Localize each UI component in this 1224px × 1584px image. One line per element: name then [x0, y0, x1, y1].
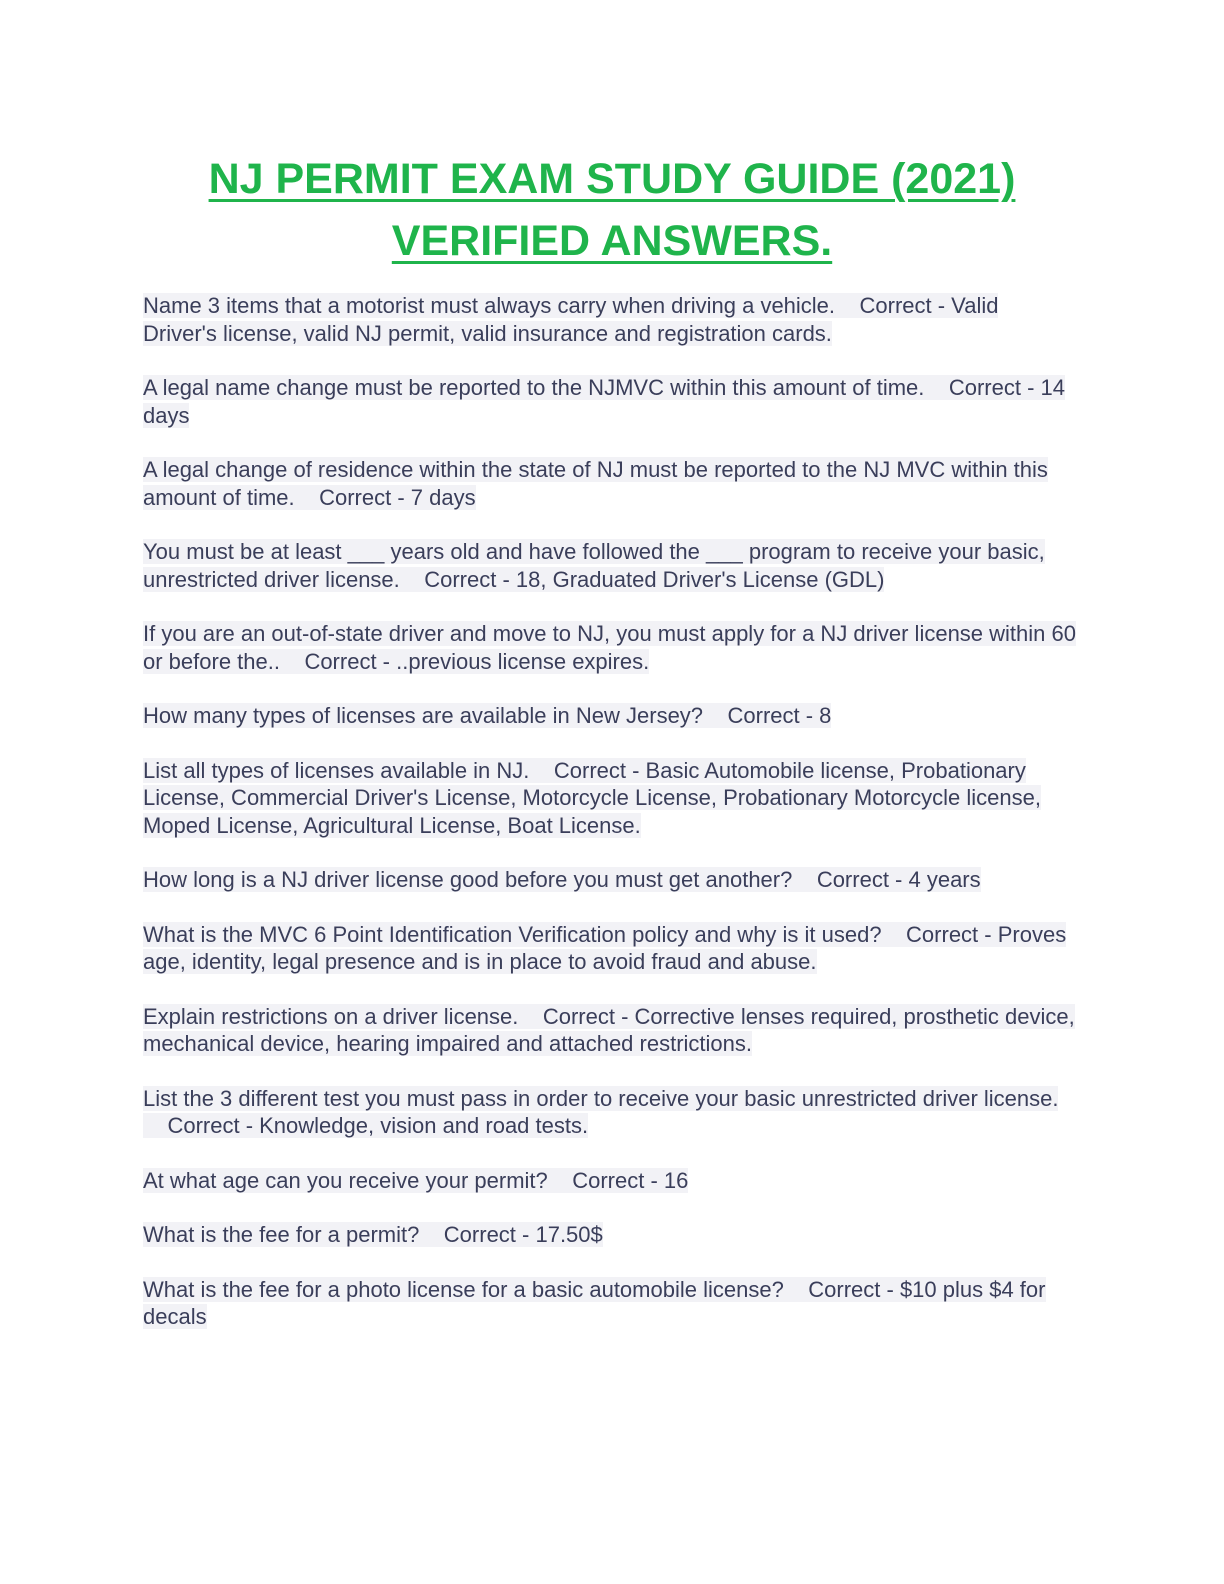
- qa-item: [143, 456, 1078, 511]
- question-text: You must be at least ___ years old and have followed the ___ program to receive your basic, unrestricted driver license.: [143, 539, 1045, 592]
- question-text: How many types of licenses are available in New Jersey?: [143, 703, 704, 728]
- question-text: List the 3 different test you must pass in order to receive your basic unrestricted driver license.: [143, 1085, 1059, 1111]
- answer-text: Correct - Corrective lenses required, prosthetic device, mechanical device, hearing impaired and attached restrictions.: [143, 1003, 1075, 1056]
- question-text: A legal name change must be reported to the NJMVC within this amount of time.: [143, 375, 925, 400]
- question-text: A legal change of residence within the state of NJ must be reported to the NJ MVC within this amount of time.: [143, 457, 1048, 510]
- question-text: At what age can you receive your permit?: [143, 1167, 548, 1193]
- answer-text: Correct - 14 days: [143, 375, 1066, 428]
- answer-text: Correct - 7 days: [319, 484, 476, 510]
- qa-item: [143, 1167, 1078, 1195]
- answer-text: Correct - 16: [572, 1167, 689, 1193]
- qa-item: [143, 1003, 1078, 1058]
- page-title: [0, 148, 1224, 272]
- question-text: If you are an out-of-state driver and move to NJ, you must apply for a NJ driver license within 60 or before the..: [143, 621, 1076, 674]
- question-text: What is the fee for a permit?: [143, 1222, 420, 1247]
- qa-item: [143, 538, 1078, 593]
- answer-text: Correct - Basic Automobile license, Probationary License, Commercial Driver's License, Motorcycle License, Probationary Motorcycle license, Moped License, Agricultural License, Boat License.: [143, 757, 1041, 838]
- qa-item: [143, 374, 1078, 429]
- answer-text: Correct - Proves age, identity, legal presence and is in place to avoid fraud and abuse.: [143, 921, 1067, 974]
- question-text: Name 3 items that a motorist must always carry when driving a vehicle.: [143, 293, 836, 318]
- answer-text: Correct - Valid Driver's license, valid NJ permit, valid insurance and registration cards.: [143, 293, 999, 346]
- answer-text: Correct - 17.50$: [443, 1222, 603, 1247]
- qa-item: [143, 757, 1078, 840]
- question-text: How long is a NJ driver license good before you must get another?: [143, 867, 793, 892]
- answer-text: Correct - 8: [727, 703, 832, 728]
- qa-item: [143, 1221, 1078, 1249]
- answer-text: Correct - $10 plus $4 for decals: [143, 1276, 1046, 1329]
- answer-text: Correct - 4 years: [816, 867, 981, 892]
- qa-item: [143, 620, 1078, 675]
- qa-item: [143, 1085, 1078, 1140]
- qa-list: [143, 292, 1078, 1358]
- title-line-1: NJ PERMIT EXAM STUDY GUIDE (2021): [208, 155, 1016, 203]
- answer-text: Correct - Knowledge, vision and road tests.: [167, 1113, 589, 1138]
- question-text: What is the fee for a photo license for a basic automobile license?: [143, 1276, 784, 1302]
- question-text: Explain restrictions on a driver license.: [143, 1003, 519, 1029]
- answer-text: Correct - ..previous license expires.: [304, 648, 650, 674]
- qa-item: [143, 921, 1078, 976]
- qa-item: [143, 292, 1078, 347]
- question-text: List all types of licenses available in NJ.: [143, 757, 530, 783]
- qa-item: [143, 1276, 1078, 1331]
- qa-item: [143, 702, 1078, 730]
- qa-item: [143, 866, 1078, 894]
- question-text: What is the MVC 6 Point Identification Verification policy and why is it used?: [143, 921, 882, 947]
- answer-text: Correct - 18, Graduated Driver's License (GDL): [424, 566, 885, 592]
- title-line-2: VERIFIED ANSWERS.: [391, 217, 833, 265]
